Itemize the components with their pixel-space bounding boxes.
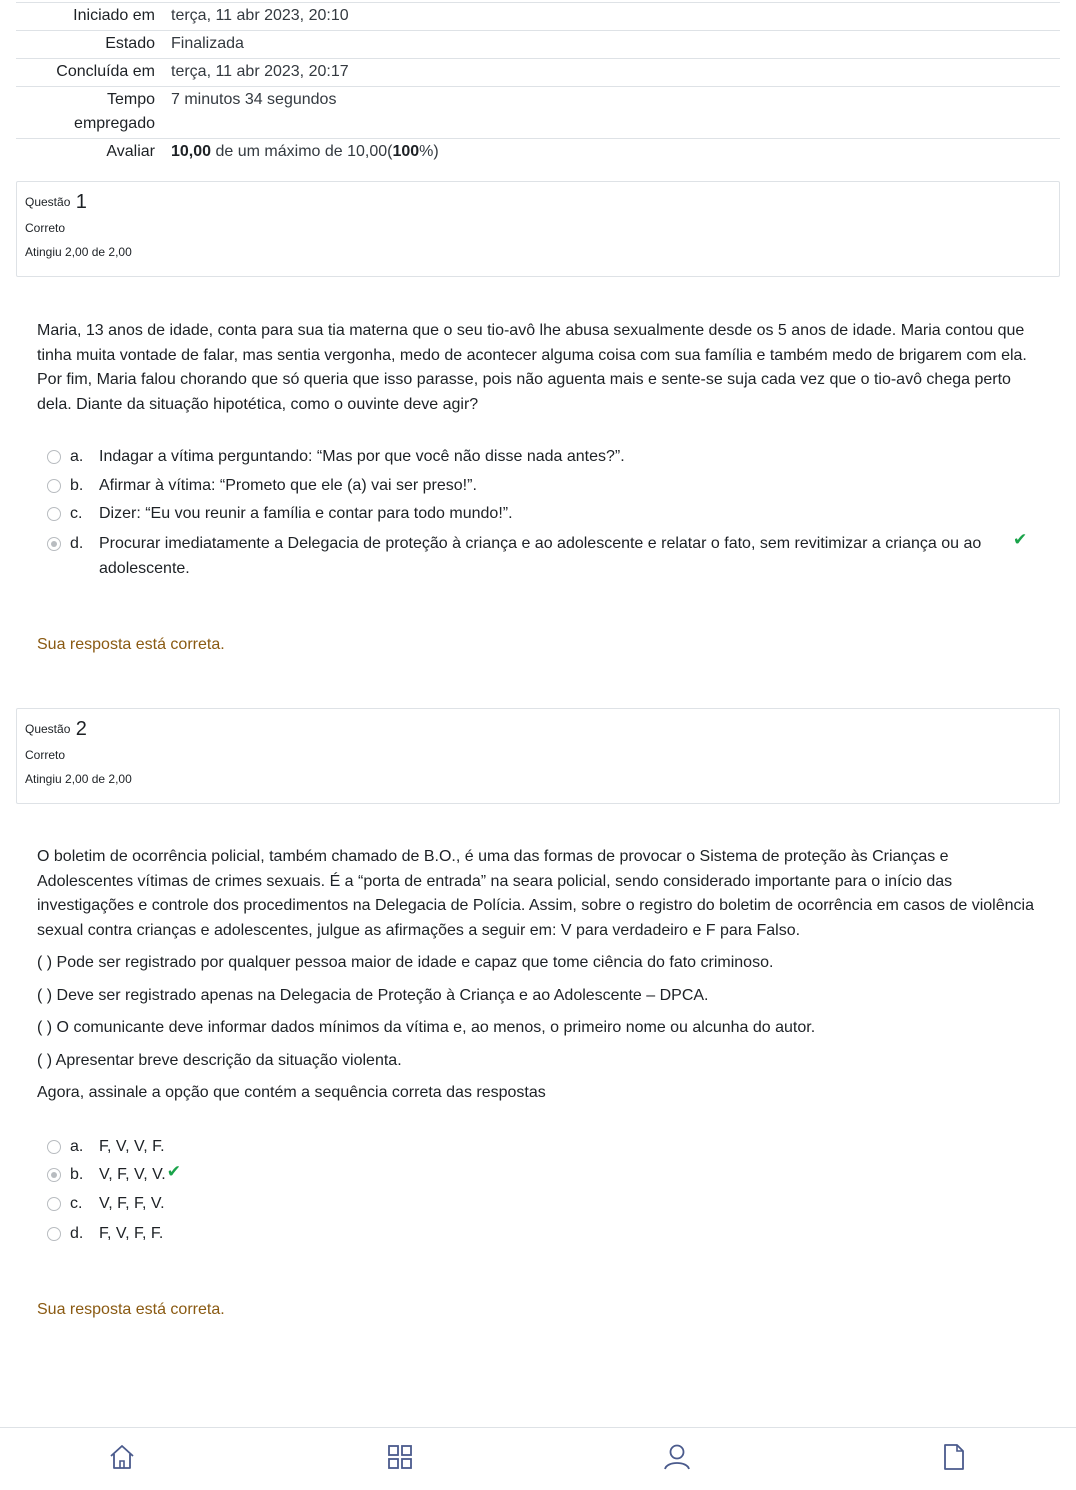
answer-text: Procurar imediatamente a Delegacia de proteção à criança e ao adolescente e relatar o fato, sem revitimizar a criança ou ao adolescente. <box>99 535 982 577</box>
summary-label-line1: Tempo <box>106 91 155 108</box>
radio-button[interactable] <box>47 450 61 464</box>
radio-button[interactable] <box>47 479 61 493</box>
grid-icon <box>385 1442 415 1472</box>
nav-home-button[interactable] <box>107 1442 137 1472</box>
question-prefix: Questão <box>25 722 71 736</box>
summary-value: terça, 11 abr 2023, 20:10 <box>171 7 349 24</box>
radio-button[interactable] <box>47 1227 61 1241</box>
question-number-value: 2 <box>75 718 87 740</box>
radio-button[interactable] <box>47 507 61 521</box>
summary-label: Avaliar <box>106 143 155 160</box>
summary-row-started <box>16 3 1060 31</box>
question-info-1 <box>16 181 1060 277</box>
answer-list-1 <box>47 445 1037 581</box>
question-paragraph: Maria, 13 anos de idade, conta para sua tia materna que o seu tio-avô lhe abusa sexualmente desde os 5 anos de idade. Maria contou que tinha muita vontade de falar, mas sentia vergonha, medo de acontecer alguma coisa com sua família e também medo de brigarem com ela. Por fim, Maria falou chorando que só queria que isso parasse, pois não aguenta mais e sente-se suja cada vez que o tio-avô chega perto dela. Diante da situação hipotética, como o ouvinte deve agir? <box>37 322 1027 413</box>
radio-button[interactable] <box>47 1140 61 1154</box>
answer-text: F, V, F, F. <box>99 1225 164 1242</box>
summary-label: Estado <box>105 35 155 52</box>
answer-option-selected[interactable] <box>47 532 1037 581</box>
file-icon <box>939 1442 969 1472</box>
answer-text: F, V, V, F. <box>99 1138 165 1155</box>
question-text-1 <box>37 319 1037 425</box>
answer-text: Afirmar à vítima: “Prometo que ele (a) vai ser preso!”. <box>99 477 477 494</box>
answer-option[interactable] <box>47 1192 1037 1222</box>
summary-value: 7 minutos 34 segundos <box>171 91 337 108</box>
nav-dashboard-button[interactable] <box>385 1442 415 1472</box>
answer-letter: b. <box>70 477 84 494</box>
answer-option[interactable] <box>47 1135 1037 1163</box>
summary-value: terça, 11 abr 2023, 20:17 <box>171 63 349 80</box>
nav-files-button[interactable] <box>939 1442 969 1472</box>
grade-score: 10,00 <box>171 143 212 160</box>
question-number <box>25 190 1051 214</box>
user-icon <box>662 1442 692 1472</box>
question-number <box>25 717 1051 741</box>
question-paragraph: ( ) Pode ser registrado por qualquer pessoa maior de idade e capaz que tome ciência do fato criminoso. <box>37 954 774 971</box>
grade-percent: 100 <box>392 143 420 160</box>
question-paragraph: ( ) Deve ser registrado apenas na Delegacia de Proteção à Criança e ao Adolescente – DPCA. <box>37 986 709 1004</box>
answer-letter: a. <box>70 448 84 465</box>
answer-letter: c. <box>70 1195 83 1212</box>
feedback-correct: Sua resposta está correta. <box>37 1301 225 1318</box>
answer-option[interactable] <box>47 502 1037 532</box>
question-state: Correto <box>25 221 66 235</box>
answer-text: Indagar a vítima perguntando: “Mas por que você não disse nada antes?”. <box>99 448 625 465</box>
summary-row-completed <box>16 59 1060 87</box>
answer-letter: a. <box>70 1138 84 1155</box>
answer-text: V, F, F, V. <box>99 1195 165 1212</box>
summary-label-line2: empregado <box>74 115 155 132</box>
home-icon <box>107 1442 137 1472</box>
question-text-2 <box>37 845 1037 1114</box>
grade-max: de um máximo de 10,00( <box>211 143 393 160</box>
summary-row-state <box>16 31 1060 59</box>
summary-label: Concluída em <box>56 63 155 80</box>
answer-letter: b. <box>70 1166 84 1183</box>
question-number-value: 1 <box>75 191 87 213</box>
summary-row-time-taken <box>16 87 1060 139</box>
check-icon: ✔ <box>1013 530 1028 549</box>
question-paragraph: Agora, assinale a opção que contém a sequência correta das respostas <box>37 1084 546 1101</box>
question-paragraph: ( ) Apresentar breve descrição da situação violenta. <box>37 1051 402 1069</box>
radio-button-checked[interactable] <box>47 1168 61 1182</box>
summary-value: Finalizada <box>171 35 244 52</box>
nav-profile-button[interactable] <box>662 1442 692 1472</box>
answer-letter: c. <box>70 505 83 522</box>
feedback-correct: Sua resposta está correta. <box>37 636 225 653</box>
summary-row-grade <box>16 139 1060 166</box>
question-paragraph: ( ) O comunicante deve informar dados mínimos da vítima e, ao menos, o primeiro nome ou alcunha do autor. <box>37 1019 816 1036</box>
answer-option[interactable] <box>47 474 1037 502</box>
check-icon: ✔ <box>166 1162 181 1181</box>
answer-option-selected[interactable] <box>47 1163 1037 1192</box>
attempt-summary-table <box>16 2 1060 166</box>
bottom-navigation-bar <box>0 1427 1076 1490</box>
radio-button[interactable] <box>47 1197 61 1211</box>
answer-list-2 <box>47 1135 1037 1247</box>
answer-text: V, F, V, V. <box>99 1166 166 1183</box>
summary-label <box>16 88 171 136</box>
question-info-2 <box>16 708 1060 804</box>
summary-label: Iniciado em <box>73 7 155 24</box>
radio-button-checked[interactable] <box>47 537 61 551</box>
question-grade: Atingiu 2,00 de 2,00 <box>25 245 132 259</box>
grade-percent-sign: %) <box>419 143 439 160</box>
summary-value <box>171 140 1060 164</box>
answer-option[interactable] <box>47 1222 1037 1247</box>
question-grade: Atingiu 2,00 de 2,00 <box>25 772 132 786</box>
question-paragraph: O boletim de ocorrência policial, também chamado de B.O., é uma das formas de provocar o Sistema de proteção às Crianças e Adolescentes vítimas de crimes sexuais. É a “porta de entrada” na seara policial, sendo considerado importante para o início das investigações e controle dos procedimentos na Delegacia de Polícia. Assim, sobre o registro do boletim de ocorrência em casos de violência sexual contra crianças e adolescentes, julgue as afirmações a seguir em: V para verdadeiro e F para Falso. <box>37 848 1034 939</box>
answer-text: Dizer: “Eu vou reunir a família e contar para todo mundo!”. <box>99 505 513 522</box>
answer-letter: d. <box>70 535 84 552</box>
question-prefix: Questão <box>25 195 71 209</box>
answer-option[interactable] <box>47 445 1037 474</box>
question-state: Correto <box>25 748 66 762</box>
answer-letter: d. <box>70 1225 84 1242</box>
